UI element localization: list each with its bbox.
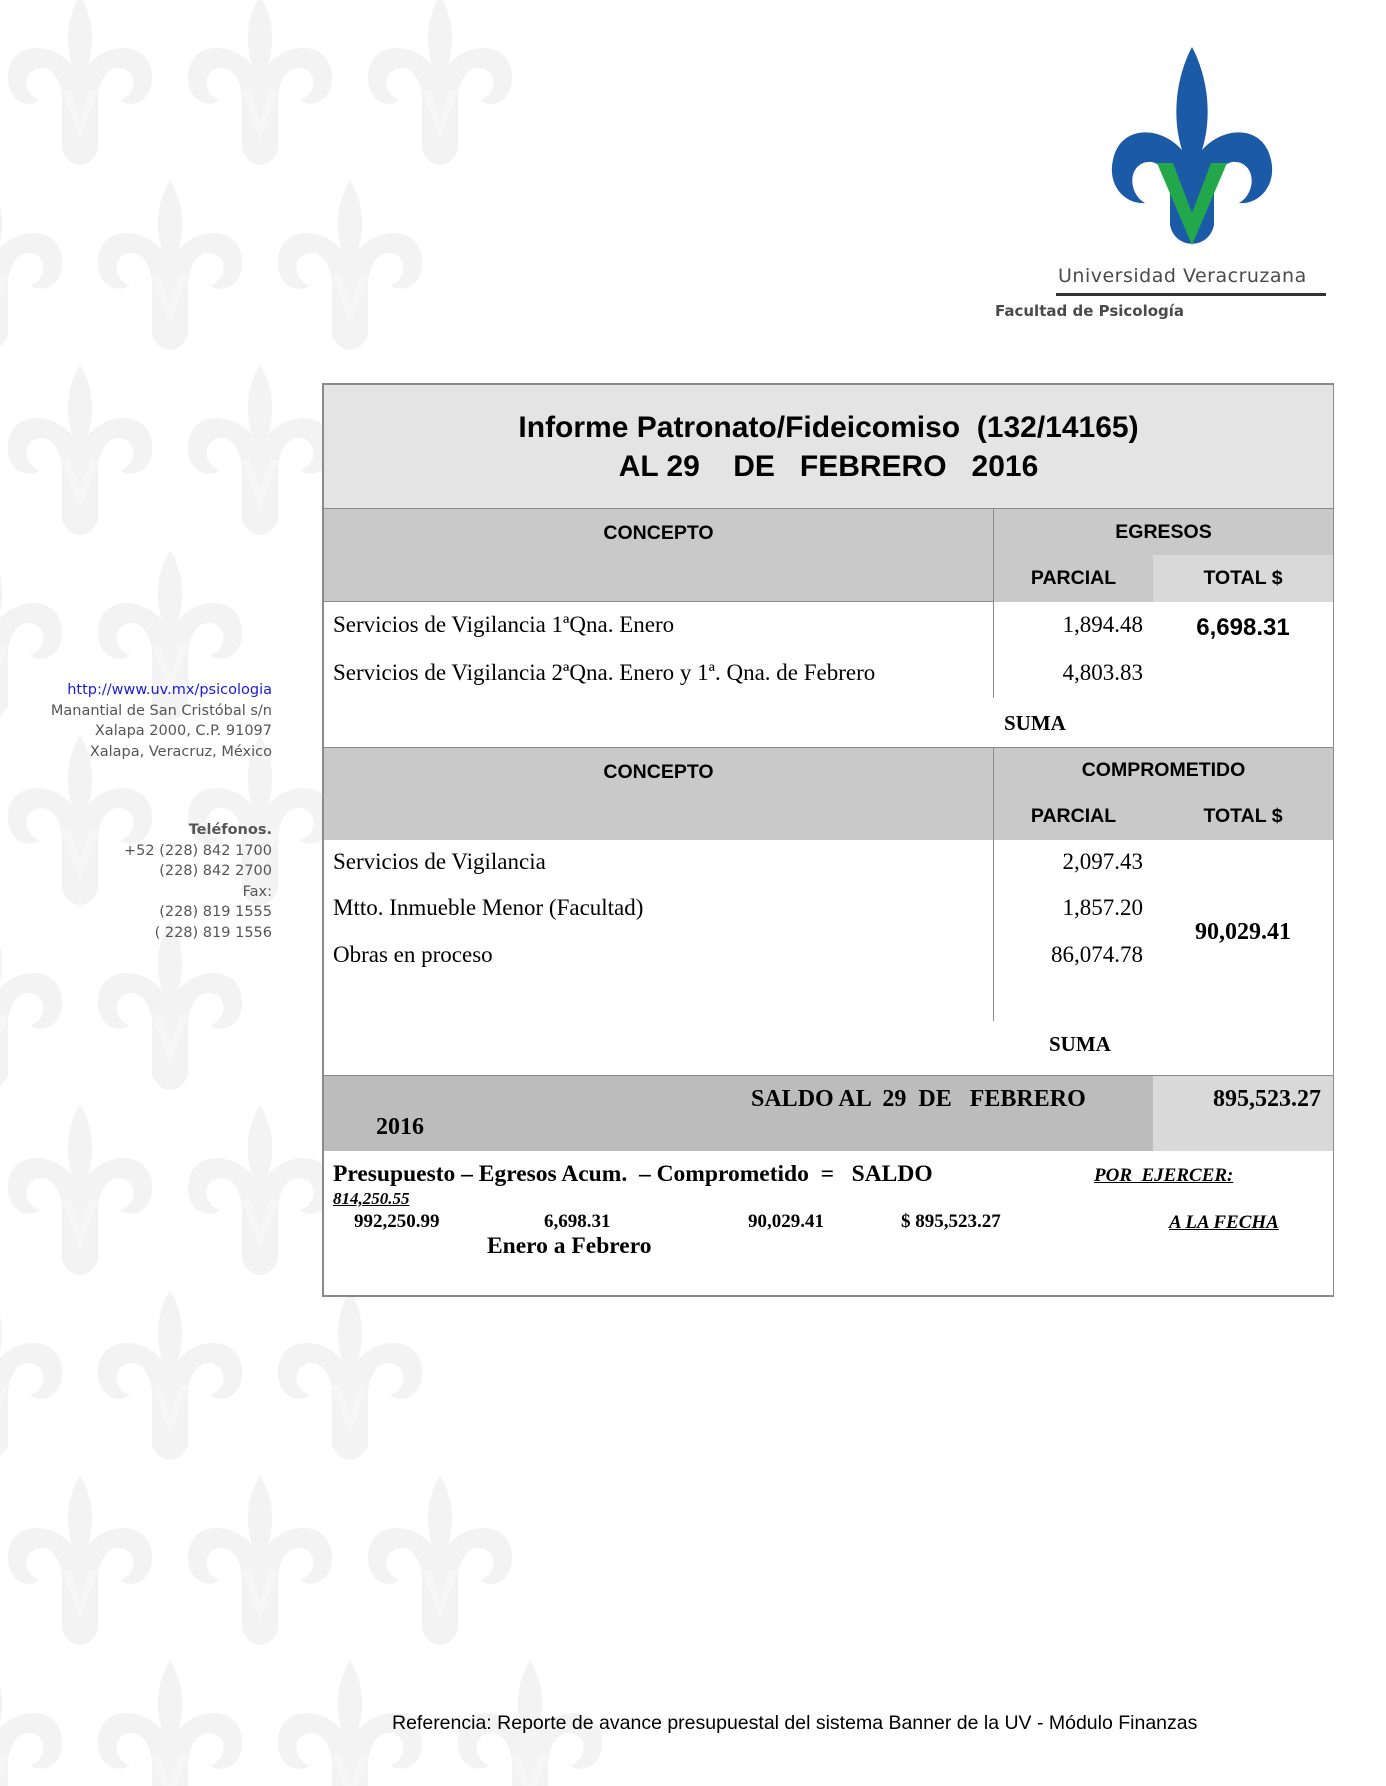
comprometido-row-parcial: 2,097.43: [993, 840, 1154, 887]
egresos-row-parcial: 1,894.48: [993, 602, 1154, 651]
comprometido-suma-label: SUMA: [1049, 1032, 1111, 1056]
phone-number: +52 (228) 842 1700: [124, 842, 272, 859]
saldo-label: SALDO AL 29 DE FEBRERO: [751, 1086, 1086, 1112]
formula-box: [322, 1151, 1334, 1297]
comprometido-row-concepto: Mtto. Inmueble Menor (Facultad): [322, 886, 994, 934]
periodo-label: Enero a Febrero: [487, 1233, 652, 1259]
fax-label: Fax:: [242, 883, 272, 900]
report-date: AL 29 DE FEBRERO 2016: [618, 450, 1039, 483]
por-ejercer-label: POR EJERCER:: [1094, 1165, 1234, 1186]
comprometido-row-parcial: 1,857.20: [993, 886, 1154, 934]
phones-label: Teléfonos.: [188, 822, 272, 838]
comprometido-total-value: 90,029.41: [1153, 840, 1334, 1076]
address-line: Manantial de San Cristóbal s/n: [50, 702, 272, 719]
egresos-row-concepto: Servicios de Vigilancia 1ªQna. Enero: [322, 602, 994, 651]
comprometido-row-concepto: Servicios de Vigilancia: [322, 840, 994, 887]
phone-block: [124, 820, 272, 943]
saldo-label-cell: [322, 1075, 1154, 1152]
university-name: Universidad Veracruzana: [1058, 265, 1307, 287]
por-ejercer-value: 814,250.55: [333, 1189, 410, 1208]
egresos-suma-row: [322, 698, 1154, 747]
egresos-suma-label: SUMA: [1004, 711, 1066, 735]
formula-expression: Presupuesto – Egresos Acum. – Comprometido = SALDO: [333, 1161, 933, 1187]
egresos-row-concepto: Servicios de Vigilancia 2ªQna. Enero y 1ª. Qna. de Febrero: [322, 650, 994, 699]
comprometido-concepto-header: [322, 747, 994, 841]
address-line: Xalapa, Veracruz, México: [89, 743, 272, 760]
faculty-name: Facultad de Psicología: [995, 302, 1185, 320]
fax-number: ( 228) 819 1556: [154, 924, 272, 941]
a-la-fecha-label: A LA FECHA: [1169, 1212, 1279, 1233]
fax-number: (228) 819 1555: [159, 904, 272, 920]
comprometido-total-header: TOTAL $: [1153, 793, 1334, 841]
report-title: Informe Patronato/Fideicomiso (132/14165): [518, 411, 1139, 444]
egresos-group-header: EGRESOS: [993, 508, 1334, 556]
uv-logo: [1105, 45, 1280, 260]
egresos-row-parcial: 4,803.83: [993, 650, 1154, 699]
saldo-formula-value: $ 895,523.27: [901, 1211, 1001, 1232]
website-link[interactable]: http://www.uv.mx/psicologia: [67, 682, 272, 698]
saldo-year: 2016: [376, 1114, 424, 1140]
saldo-value: 895,523.27: [1153, 1075, 1334, 1152]
comprometido-group-header: COMPROMETIDO: [993, 747, 1334, 794]
phone-number: (228) 842 2700: [159, 863, 272, 879]
logo-divider: [1056, 293, 1326, 296]
presupuesto-value: 992,250.99: [354, 1211, 440, 1232]
egresos-acum-value: 6,698.31: [544, 1211, 611, 1232]
egresos-parcial-header: PARCIAL: [993, 555, 1154, 602]
report-title-block: [322, 383, 1334, 509]
comprometido-parcial-header: PARCIAL: [993, 793, 1154, 841]
concepto-header-label: CONCEPTO: [603, 761, 714, 783]
address-line: Xalapa 2000, C.P. 91097: [94, 723, 272, 739]
egresos-total-header: TOTAL $: [1153, 555, 1334, 602]
comprometido-value: 90,029.41: [748, 1211, 824, 1232]
comprometido-suma-row: [322, 1021, 1154, 1076]
comprometido-row-concepto: Obras en proceso: [322, 933, 994, 1022]
concepto-header-label: CONCEPTO: [603, 522, 714, 544]
comprometido-row-parcial: 86,074.78: [993, 933, 1154, 1022]
reference-note: Referencia: Reporte de avance presupuestal del sistema Banner de la UV - Módulo Finanzas: [392, 1712, 1198, 1734]
egresos-concepto-header: [322, 508, 994, 602]
egresos-total-value: 6,698.31: [1153, 602, 1334, 747]
contact-block: [51, 680, 272, 762]
